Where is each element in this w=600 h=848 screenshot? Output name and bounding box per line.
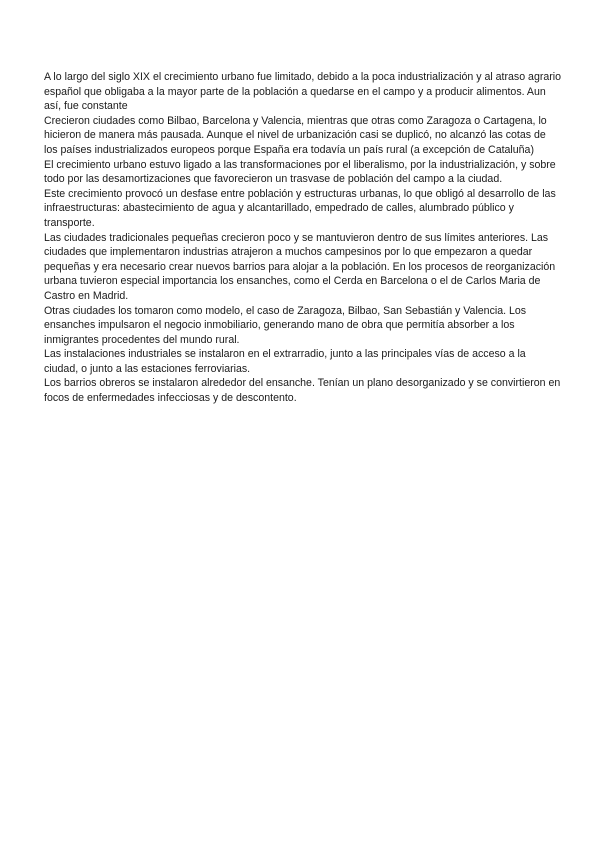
paragraph-1: A lo largo del siglo XIX el crecimiento urbano fue limitado, debido a la poca industrialización y al atraso agrario español que obligaba a la mayor parte de la población a quedarse en el campo y a producir alimentos. Aun así, fue constante [44, 71, 562, 113]
paragraph-8: Los barrios obreros se instalaron alrededor del ensanche. Tenían un plano desorganizado y se convirtieron en focos de enfermedades infecciosas y de descontento. [44, 377, 561, 405]
paragraph-5: Las ciudades tradicionales pequeñas crecieron poco y se mantuvieron dentro de sus límites anteriores. Las ciudades que implementaron industrias atrajeron a muchos campesinos por lo que empezaron a quedar pequeñas y era necesario crear nuevos barrios para alojar a la población. En los procesos de reorganización urbana tuvieron especial importancia los ensanches, como el Cerda en Barcelona o el de Carlos Maria de Castro en Madrid. [44, 231, 556, 302]
paragraph-7: Las instalaciones industriales se instalaron en el extrarradio, junto a las principales vías de acceso a la ciudad, o junto a las estaciones ferroviarias. [44, 348, 526, 375]
document-body [44, 70, 562, 406]
paragraph-6: Otras ciudades los tomaron como modelo, el caso de Zaragoza, Bilbao, San Sebastián y Valencia. Los ensanches impulsaron el negocio inmobiliario, generando mano de obra que permitía absorber a los inmigrantes procedentes del mundo rural. [44, 304, 527, 346]
paragraph-4: Este crecimiento provocó un desfase entre población y estructuras urbanas, lo que obligó al desarrollo de las infraestructuras: abastecimiento de agua y alcantarillado, empedrado de calles, alumbrado público y transporte. [44, 187, 556, 229]
paragraph-2: Crecieron ciudades como Bilbao, Barcelona y Valencia, mientras que otras como Zaragoza o Cartagena, lo hicieron de manera más pausada. Aunque el nivel de urbanización casi se duplicó, no alcanzó las cotas de los países industrializados europeos porque España era todavía un país rural (a excepción de Cataluña) [44, 114, 547, 156]
paragraph-3: El crecimiento urbano estuvo ligado a las transformaciones por el liberalismo, por la industrialización, y sobre todo por las desamortizaciones que favorecieron un trasvase de población del campo a la ciudad. [44, 158, 556, 186]
